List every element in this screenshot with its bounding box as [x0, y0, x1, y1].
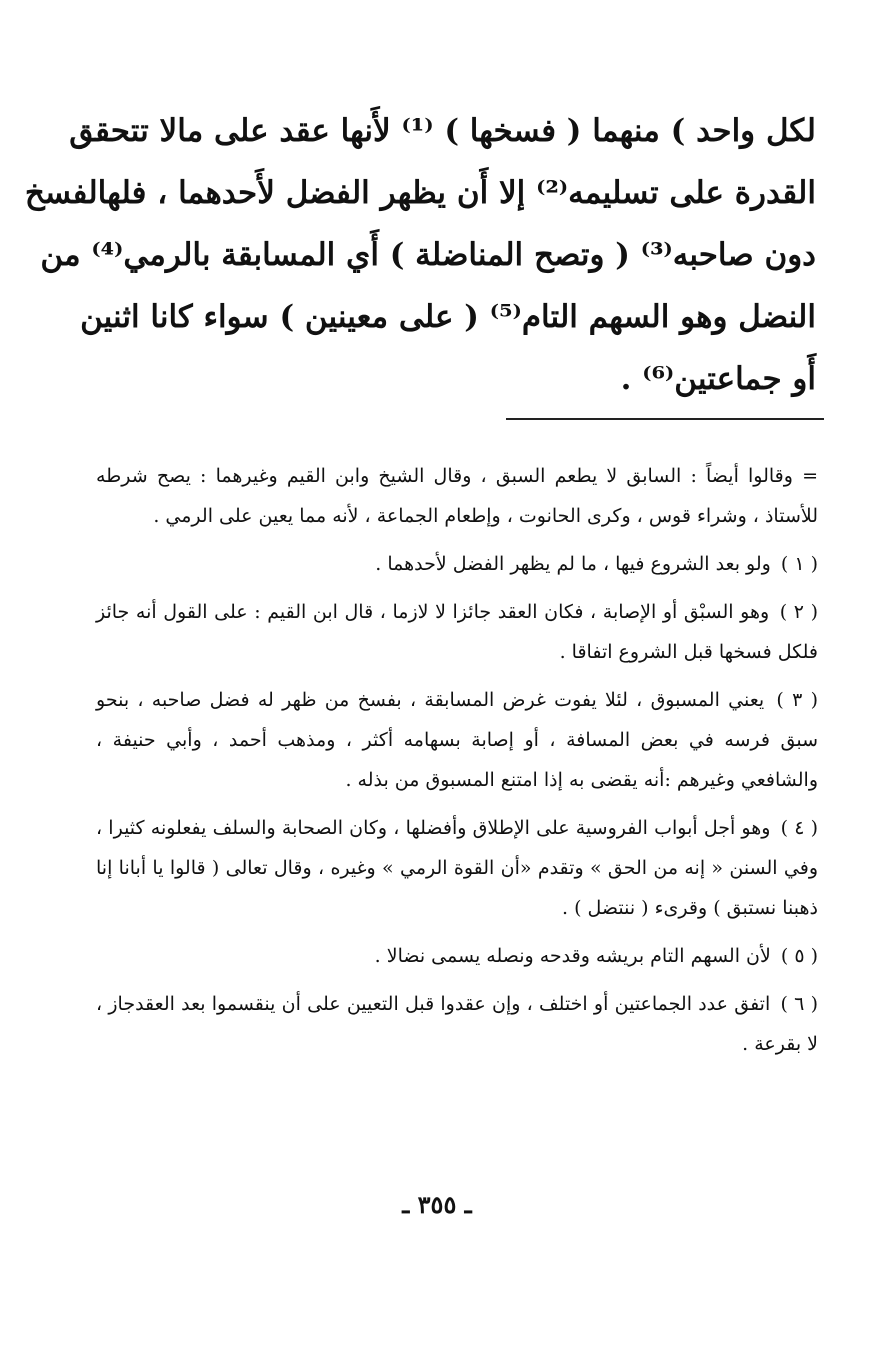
footnote-text: اتفق عدد الجماعتين أو اختلف ، وإن عقدوا قبل التعيين على أن ينقسموا بعد العقدجاز ، لا بقرعة .: [96, 993, 818, 1055]
main-text-line: دون صاحبه⁽³⁾ ( وتصح المناضلة ) أَي المسابقة بالرمي⁽⁴⁾ من: [40, 237, 816, 273]
footnote-item: [96, 984, 818, 1064]
footnote-item: [96, 808, 818, 928]
page-number: ـ ٣٥٥ ـ: [402, 1190, 472, 1219]
footnote-item: [96, 544, 818, 584]
footnote-continuation: = وقالوا أيضاً : السابق لا يطعم السبق ، وقال الشيخ وابن القيم وغيرهما : يصح شرطه للأستاذ ، وشراء قوس ، وكرى الحانوت ، وإطعام الجماعة ، لأنه مما يعين على الرمي .: [96, 465, 818, 527]
footnote-item: [96, 592, 818, 672]
footnote-text: وهو أجل أبواب الفروسية على الإطلاق وأفضلها ، وكان الصحابة والسلف يفعلونه كثيرا ، وفي السنن « إنه من الحق » وتقدم «أن القوة الرمي » وغيره ، وقال تعالى ( قالوا يا أبانا إنا ذهبنا نستبق ) وقرىء ( ننتضل ) .: [96, 817, 818, 919]
footnote-text: لأن السهم التام بريشه وقدحه ونصله يسمى نضالا .: [374, 945, 771, 967]
footnote-number: ( ١ ): [780, 553, 818, 575]
footnote-number: ( ٢ ): [779, 601, 819, 623]
footnote-number: ( ٦ ): [780, 993, 819, 1015]
footnote-text: وهو السبْق أو الإصابة ، فكان العقد جائزا لا لازما ، قال ابن القيم : على القول أنه جائز فلكل فسخها قبل الشروع اتفاقا .: [96, 601, 818, 663]
main-text-line: أَو جماعتين⁽⁶⁾ .: [620, 361, 816, 397]
main-text-line: النضل وهو السهم التام⁽⁵⁾ ( على معينين ) سواء كانا اثنين: [80, 299, 816, 335]
footnote-text: يعني المسبوق ، لئلا يفوت غرض المسابقة ، بفسخ من ظهر له فضل صاحبه ، بنحو سبق فرسه في بعض المسافة ، أو إصابة بسهامه أكثر ، ومذهب أحمد ، وأبي حنيفة ، والشافعي وغيرهم :أنه يقضى به إذا امتنع المسبوق من بذله .: [96, 689, 818, 791]
main-text-block: [24, 100, 816, 410]
footnote-number: ( ٥ ): [780, 945, 818, 967]
footnote-number: ( ٤ ): [780, 817, 819, 839]
main-text-line: القدرة على تسليمه⁽²⁾ إلا أَن يظهر الفضل لأَحدهما ، فلهالفسخ: [24, 175, 816, 211]
main-text-line: لكل واحد ) منهما ( فسخها ) ⁽¹⁾ لأَنها عقد على مالا تتحقق: [69, 113, 816, 149]
footnotes-block: [96, 456, 818, 1072]
footnote-divider: [506, 418, 824, 420]
footnote-text: ولو بعد الشروع فيها ، ما لم يظهر الفضل لأحدهما .: [375, 553, 771, 575]
footnote-item: [96, 936, 818, 976]
footnote-item: [96, 680, 818, 800]
footnote-number: ( ٣ ): [776, 689, 819, 711]
